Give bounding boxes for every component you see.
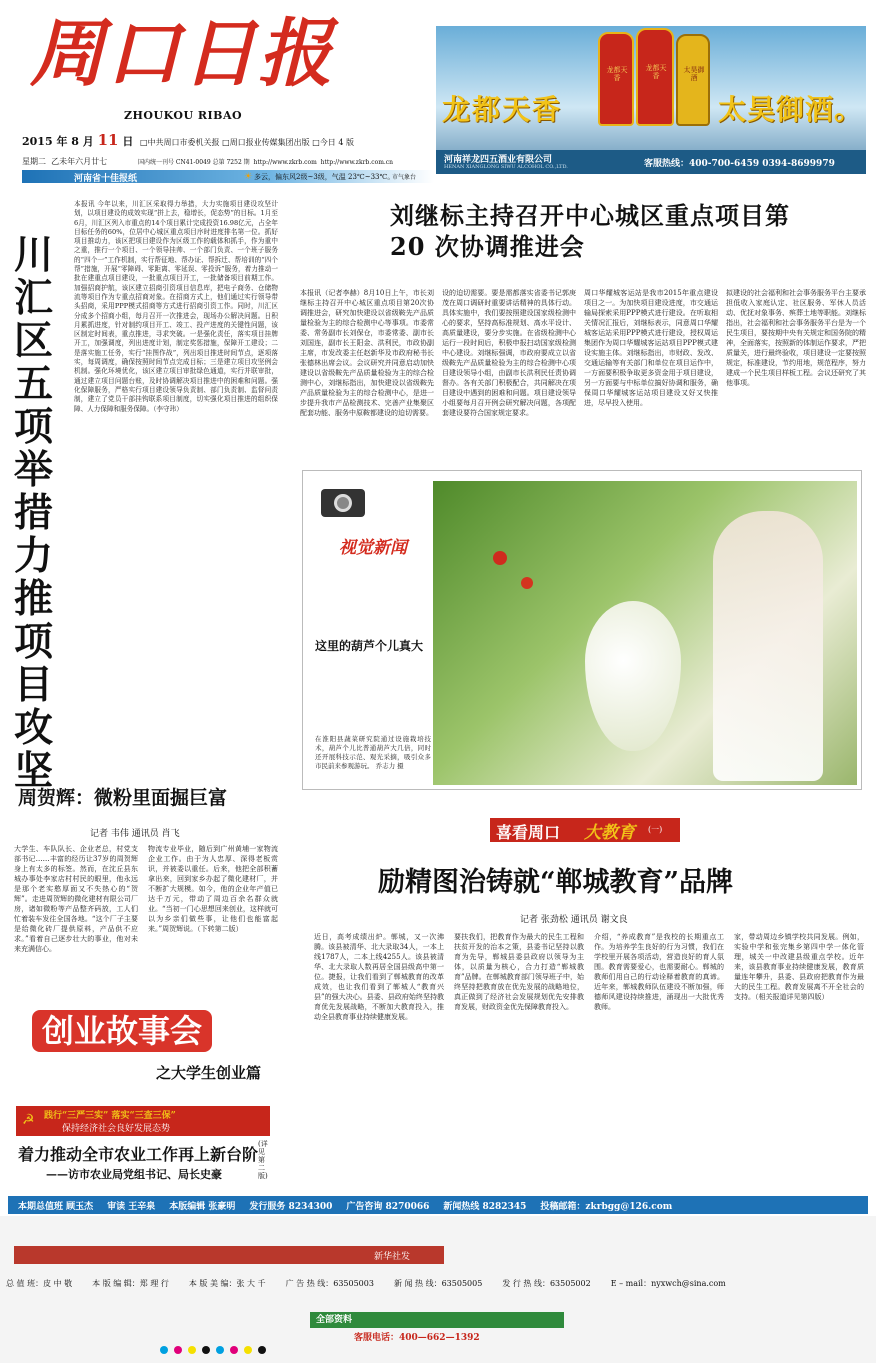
liquor-ad[interactable] (436, 26, 866, 174)
wealth-headline: 周贺辉：微粉里面掘巨富 (18, 787, 228, 809)
side-story-headline: 川汇区五项举措力推项目攻坚 (14, 232, 54, 794)
publisher-row: □中共周口市委机关报 □周口报业传媒集团出版 □今日 4 版 (140, 138, 354, 147)
party-banner: ☭ 践行“三严三实” 落实“三查三保” 保持经济社会良好发展态势 (16, 1106, 270, 1136)
lead-col2: 设的迫切需要。要是需都落实省委书记郭庚茂在周口调研时重要讲话精神的具体行动。具体实施中，我们要按照建设国家级检测中心的要求，坚持高标准规划、高水平设计、高质量建设，要分步实施。在省级检测中心运行一段时间后，积极申报扫动国家级检测中心建设。刘继标强调，市政府要成立以省级鞍先产品质量检验为主的综合检测中心项目建设领导小组，由副市长洪利民任责协调督办。各有关部门积极配合，共同解决在项目建设中遇到的困难和问题。项目建设领导小组要每月召开例会研究解决问题，各项配套建设要符合国家规定要求。 (442, 289, 576, 417)
tomato (493, 551, 507, 565)
side-story-body: 本报讯 今年以来，川汇区采取得力举措，大力实施项目建设攻坚计划，以项目建设的成效实现“拼上去，稳增长，促态势”的目标。1月至6月，川汇区列入市重点的14个项目累计完成投资16.98亿元，占全年目标任务的60%，位居中心城区重点项目序时进度排名第一位。抓好项目推动力，该区把项目建设作为区级工作的载体和抓手，作为重中之重，推行一个项目、一个领导挂帅、一个部门负责、一个班子服务的“四个一”工作机制，实行帮征地、帮办证、帮拆迁、帮培训的“四个帮”措施，开展“零障碍、零距离、零延误、零投诉”服务，着力推动一批在建重点项目建设，一批重点项目开工，一批储备项目前期工作。加强招商护航，该区建立招商引资项目信息库，把电子商务、仓储物流等项目作为专重点招商对象。在招商方式上，他们通过实行领导带头招商，采用PPP模式招商等方式进行招商引资工作。同时，川汇区分成多个招商小组，每月召开一次推进会，现场办公解决问题。日积月累抓进度，针对制约项目开工、竣工、投产进度的关键性问题，该区制定时间表，重点推进，寻求突破。一是强化责任，落实项目挂牌开工，加强调度，列出进度计划，制定奖惩措施，保障开工建设；二是落实施工任务，实行“挂图作战”，列出项目推进时间节点，逐项落实，每周调度，确保按照时间节点完成目标；三是建立项目攻坚例会机制。强化环境优化，该区建立项目审批绿色通道，实行并联审批，通过建立项目问题台账，及时协调解决项目推进中的困难和问题。强化保障服务，严格实行项目建设领导负责制、部门负责制、监督问责制，建立了党员干部挂钩联系项目制度，切实强化项目推进的组织保障、人力保障和服务保障。（李守玮） (74, 200, 278, 413)
footer-item: 审读 王辛泉 (107, 1201, 156, 1212)
party-emblem-icon: ☭ (22, 1112, 35, 1128)
edu-headline: 励精图治铸就“郸城教育”品牌 (378, 867, 734, 898)
photo-logo: 视觉新闻 (339, 538, 407, 558)
ad-slogan-left: 龙都天香 (442, 93, 563, 126)
footer-bar (8, 1196, 868, 1214)
newspaper-pinyin: ZHOUKOU RIBAO (124, 109, 243, 122)
photo-description: 在淮阳县蔬菜研究院通过设施栽培技术，葫芦个儿比普通葫芦大几倍，同时还开展科技示范、观光采摘，吸引众多市民前来参观游玩。 乔志力 摄 (315, 735, 431, 770)
footer-item: 投稿邮箱：zkrbgg@126.com (540, 1201, 673, 1212)
edu-col2: 要扶我们，把教育作为最大的民生工程和扶贫开发的治本之策，县委书记坚持以教育为先导，郸城县委县政府以领导为主体，以质量为核心，合力打造“郸城教育”品牌。在郸城教育部门领导班子中，始终坚持把教育放在优先发展的战略地位，真正做到了经济社会发展规划优先安排教育发展，财政资金优先保障教育投入。 (454, 933, 584, 1011)
agri-story (16, 1140, 270, 1190)
ad-company-en: HENAN XIANGLONG SIWU ALCOHOL CO.,LTD. (444, 164, 568, 170)
bleed-strip: 新华社发 (14, 1246, 444, 1264)
wealth-byline: 记者 韦伟 通讯员 肖飞 (90, 829, 180, 839)
agri-see-more: (详见第二版) (258, 1140, 268, 1180)
edu-col3: 介绍，“养成教育”是我校的长期重点工作。为培养学生良好的行为习惯，我们在学校里开展各项活动，营造良好的育人氛围。教育需要爱心，也需要耐心。郸城的教师们用自己的行动诠释着教育的真谛。近年来，郸城教师队伍建设不断加强，师德师风建设持续推进，涌现出一大批优秀教师。 (594, 933, 724, 1011)
issue-day: 11 (97, 131, 119, 149)
lead-headline: 刘继标主持召开中心城区重点项目第 20 次协调推进会 (390, 201, 790, 261)
bleed-credits: 总 值 班：皮 中 敬 本 版 编 辑：郑 理 行 本 版 美 编：张 大 千 广 告 热 线：63505003 新 闻 热 线：63505005 发 行 热 线：63505002 E – mail：nyxwch@sina.com (6, 1279, 726, 1288)
bottle-3: 太昊御酒 (676, 34, 710, 126)
edu-byline: 记者 张劲松 通讯员 谢文良 (520, 915, 628, 925)
weather-icon: ☀ (244, 172, 253, 182)
woman-figure (713, 511, 823, 781)
issue-date: 2015 年 8 月 11 日 (22, 131, 134, 149)
bottle-2: 龙都天香 (636, 28, 674, 126)
footer-item: 新闻热线 8282345 (443, 1201, 527, 1212)
entrepreneur-banner[interactable] (14, 998, 270, 1084)
lead-col3: 周口华耀城客运站是我市2015年重点建设项目之一。为加快项目建设进度，市交通运输局探索采用PPP模式进行建设。在听取相关情况汇报后，刘继标表示，同意周口华耀城客运站采用PPP模式进行建设，授权周运集团作为周口华耀城客运站项目PPP模式建设实施主体。刘继标指出，市财政、发改、交通运输等有关部门和单位在项目运作中，一方面要积极争取更多资金用于项目建设，另一方面要与中标单位搞好协调和服务，确保周口华耀城客运站项目建设又好又快推进，尽早投入使用。 (584, 289, 718, 407)
bottle-1: 龙都天香 (598, 32, 634, 126)
footer-item: 广告咨询 8270066 (346, 1201, 430, 1212)
agri-headline: 着力推动全市农业工作再上新台阶 (18, 1145, 259, 1164)
color-bar (160, 1346, 720, 1356)
weekday: 星期二 乙未年六月廿七 (22, 157, 108, 166)
lead-col1: 本报讯（记者李赫）8月10日上午，市长刘继标主持召开中心城区重点项目第20次协调推进会，研究加快建设以省级鞍先产品质量检验为主的综合检测中心等事项。市委常委、常务副市长刘保仓，市委常委、副市长刘国连，副市长王阳金、洪利民，市政协副主席，市发改委主任赵新华及市政府秘书长张德林出席会议。会议研究并同意启动加快建设以省级鞍先产品质量检验为主的综合检测中心，刘继标指出，加快建设以省级鞍先产品质量检验为主的综合检测中心，是进一步提升我市产品检测技术、完善产业集聚区配套功能、服务中原鞍都建设的迫切需要。 (300, 289, 434, 417)
bleed-area (0, 1216, 876, 1363)
issue-number: 国内统一刊号 CN41-0049 总第 7252 期 http://www.zkrb.com http://www.zkrb.com.cn (138, 159, 394, 166)
wealth-col1: 大学生、车队队长、企业老总，村党支部书记……丰富的经历让37岁的周贺辉身上有太多的标签。然而，在沈丘县东城办事处李家店村村民的眼里，他永远是那个老实憨厚面又不失热心的“贺辉”。走进周贺辉的微化建材有限公司厂房，诸如微粉等产品整齐码放，工人们忙着装车发往全国各地。“这个厂子主要是给微化砖厂提供原料，产品供不应求。”看着自己逐步壮大的事业，他对未来充满信心。 (14, 845, 138, 953)
ad-company: 河南祥龙四五酒业有限公司 (444, 155, 553, 165)
ad-slogan-right: 太昊御酒。 (718, 93, 864, 126)
entrepreneur-subtitle: 之大学生创业篇 (156, 1064, 262, 1082)
newspaper-title: 周口日报 (30, 11, 334, 97)
photo-story (302, 470, 862, 790)
footer-item: 本版编辑 张豪明 (169, 1201, 236, 1212)
footer-item: 发行服务 8234300 (249, 1201, 333, 1212)
camera-icon (321, 489, 365, 517)
side-story (14, 200, 279, 794)
wealth-story (14, 786, 279, 994)
publisher-2: 周口报业传媒集团出版 (229, 138, 310, 147)
ad-footer (436, 150, 866, 174)
publisher-1: 中共周口市委机关报 (147, 138, 220, 147)
edu-col1: 近日，高考成绩出炉。郸城，又一次沸腾。该县被清华、北大录取34人，一本上线1787人，二本上线4255人。该县被清华、北大录取人数再居全国县级高中第一位。捷报，让我们看到了郸城教育的改革成效，也让我们看到了郸城人“教育兴县”的强大决心。县委、县政府始终坚持教育优先发展战略，不断加大教育投入，推动全县教育事业持续健康发展。 (314, 933, 444, 1021)
honor-badge: 河南省十佳报纸 ☀ 多云，偏东风2级~3级，气温 23℃~33℃。 市气象台 (22, 170, 434, 183)
lead-story (300, 200, 866, 472)
bleed-hotline: 客服电话：400—662—1392 (354, 1333, 480, 1343)
entrepreneur-title: 创业故事会 (32, 1010, 212, 1052)
ad-hotline: 客服热线：400-700-6459 0394-8699979 (644, 159, 835, 169)
gourd-shape (585, 601, 681, 751)
gourd-photo (433, 481, 857, 785)
lead-col4: 拟建设的社会福利和社会事务服务平台主要承担低收入家庭认定、社区服务、军休人员活动、优抚对象事务、殡葬土地等职能。刘继标指出，社会福利和社会事务服务平台是为一个民生项目，要按期中央有关规定和国务院的精神，全面落实，按照新的体制运作要求，严把质量关，进行最终验收，项目建设一定要按照规定，标准建设，节约用地，规范程序，努力建成一个民生项目样板工程。会议还研究了其他事项。 (726, 289, 866, 387)
edu-banner: 喜看周口 大教育 (一) (490, 818, 680, 842)
bleed-green-banner: 全部资料 (310, 1312, 564, 1328)
footer-item: 本期总值班 顾玉杰 (18, 1201, 94, 1212)
photo-caption: 这里的葫芦个儿真大 (315, 639, 424, 653)
tomato (521, 577, 533, 589)
agri-subheadline: ——访市农业局党组书记、局长史豪 (46, 1168, 222, 1181)
publisher-3: 今日 4 版 (319, 138, 354, 147)
edu-story (300, 818, 866, 1194)
wealth-col2: 物流专业毕业，随后到广州黄埔一家物流企业工作。由于为人忠厚、深得老板赏识，并被委以重任。后来，他把全部积蓄拿出来，回到家乡办起了微化建材厂，并不断扩大规模。如今，他的企业年产值已达千万元，带动了周边百余名群众就业。“当初一门心思想回来创业，这样就可以为乡亲们做些事，让他们也能富起来。”周贺辉说。（下转第二版） (148, 845, 278, 933)
edu-col4: 家，带动周边乡镇学校共同发展。例如，实验中学和张完集乡第四中学一体化管理，城关一中改建县级重点学校。近年来，该县教育事业持续健康发展，教育质量连年攀升，县委、县政府把教育作为最大的民生工程。教育发展离不开全社会的支持。（相关报道详见第四版） (734, 933, 864, 1001)
